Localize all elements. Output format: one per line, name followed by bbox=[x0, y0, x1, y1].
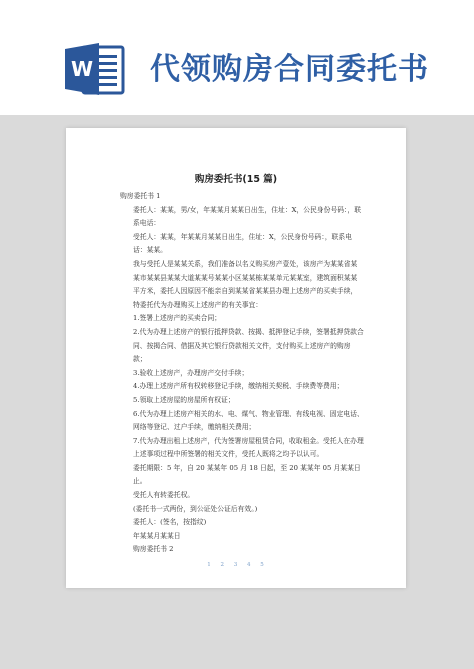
document-line: 受托人有转委托权。 bbox=[133, 491, 195, 500]
page-number[interactable]: 5 bbox=[260, 562, 265, 568]
page-number[interactable]: 4 bbox=[247, 562, 252, 568]
document-line: 5.领取上述房屋的房屋所有权证； bbox=[133, 395, 235, 404]
document-body bbox=[120, 190, 364, 557]
document-line: 4.办理上述房产所有权转移登记手续，缴纳相关契税、手续费等费用； bbox=[133, 382, 344, 391]
document-line: 我与受托人是某某关系，我们准备以名义购买房产壹处，该房产为某某省某某市某某县某某大道某某号某某小区某某栋某某单元某某室，建筑面积某某平方米，委托人因原因不能亲自到某某省某某县办理上述房产的买卖手续，特委托代为办理购买上述房产的有关事宜： bbox=[133, 259, 358, 309]
page-number[interactable]: 2 bbox=[220, 562, 225, 568]
document-line: 委托期限：5 年，自 20 某某年 05 月 18 日起，至 20 某某年 05 月某某日止。 bbox=[133, 463, 361, 486]
document-line: 购房委托书 1 bbox=[120, 192, 161, 200]
document-line: 1.签署上述房产的买卖合同； bbox=[133, 314, 222, 323]
word-icon bbox=[63, 41, 127, 97]
header-title: 代领购房合同委托书 bbox=[150, 52, 429, 87]
document-page bbox=[66, 128, 406, 588]
document-line: 年某某月某某日 bbox=[133, 531, 181, 540]
document-line: 2.代为办理上述房产的银行抵押贷款、按揭、抵押登记手续，签署抵押贷款合同、按揭合同、借据及其它银行贷款相关文件，支付购买上述房产的购房款； bbox=[133, 327, 364, 364]
document-line: 委托人：(签名，按指纹) bbox=[133, 518, 207, 527]
page-number[interactable]: 3 bbox=[233, 562, 239, 568]
svg-text:W: W bbox=[70, 57, 94, 81]
header-banner bbox=[0, 0, 474, 115]
document-line: 受托人：某某，年某某月某某日出生，住址：X，公民身份号码：，联系电话：某某。 bbox=[133, 232, 352, 255]
document-line: 6.代为办理上述房产相关的水、电、煤气、物业管理、有线电视、固定电话、网络等登记、过户手续，缴纳相关费用； bbox=[133, 409, 364, 432]
document-title: 购房委托书(15 篇) bbox=[194, 174, 278, 185]
page-number[interactable]: 1 bbox=[207, 562, 212, 568]
document-line: (委托书一式两份，到公证处公证后有效。) bbox=[133, 504, 258, 513]
document-line: 购房委托书 2 bbox=[133, 545, 174, 554]
document-line: 7.代为办理出租上述房产，代为签署房屋租赁合同，收取租金。受托人在办理上述事项过程中所签署的相关文件，受托人既将之均予以认可。 bbox=[133, 436, 364, 459]
page-number-bar bbox=[66, 562, 406, 568]
document-line: 3.验收上述房产，办理房产交付手续； bbox=[133, 368, 249, 377]
document-line: 委托人：某某，男/女，年某某月某某日出生，住址：X，公民身份号码：，联系电话： bbox=[133, 205, 362, 228]
